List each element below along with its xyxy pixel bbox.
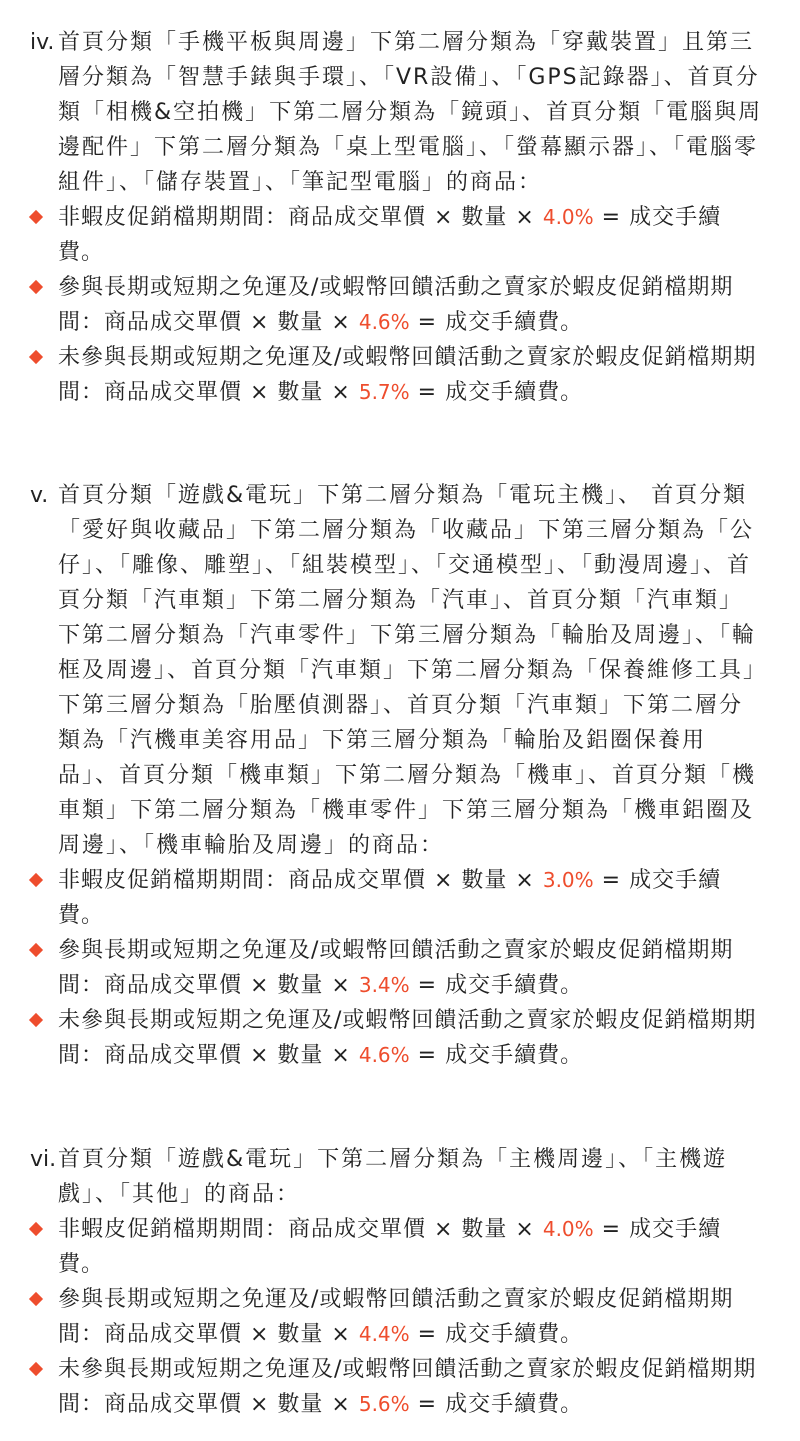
fee-item	[0, 1003, 800, 1073]
fee-text-end: = 成交手續費。	[409, 310, 584, 335]
fee-item	[0, 1282, 800, 1352]
section-numeral: v.	[30, 483, 49, 508]
section-vi	[0, 1142, 800, 1422]
section-numeral: vi.	[30, 1147, 57, 1172]
section-title-text: 首頁分類「手機平板與周邊」下第二層分類為「穿戴裝置」且第三層分類為「智慧手錶與手環」、「VR設備」、「GPS記錄器」、首頁分類「相機&空拍機」下第二層分類為「鏡頭」、首頁分類「電腦與周邊配件」下第二層分類為「桌上型電腦」、「螢幕顯示器」、「電腦零組件」、「儲存裝置」、「筆記型電腦」的商品：	[58, 30, 763, 195]
fee-text: 參與長期或短期之免運及/或蝦幣回饋活動之賣家於蝦皮促銷檔期期間：商品成交單價 × 數量 ×	[58, 275, 734, 335]
diamond-bullet-icon	[29, 1013, 43, 1027]
fee-list	[0, 863, 800, 1073]
diamond-bullet-icon	[29, 1292, 43, 1306]
diamond-bullet-icon	[29, 350, 43, 364]
fee-text-end: = 成交手續費。	[409, 380, 584, 405]
section-heading	[0, 25, 800, 200]
fee-rate: 4.0%	[542, 1217, 594, 1241]
diamond-bullet-icon	[29, 1362, 43, 1376]
section-heading	[0, 478, 800, 863]
fee-item	[0, 1212, 800, 1282]
section-v	[0, 478, 800, 1073]
fee-item	[0, 863, 800, 933]
fee-item	[0, 270, 800, 340]
fee-rate: 3.0%	[542, 868, 594, 892]
fee-text-end: = 成交手續費。	[58, 868, 722, 928]
fee-text-end: = 成交手續費。	[58, 205, 722, 265]
fee-rate: 5.7%	[358, 380, 410, 404]
fee-item	[0, 200, 800, 270]
fee-text-end: = 成交手續費。	[409, 1043, 584, 1068]
fee-text-end: = 成交手續費。	[58, 1217, 722, 1277]
fee-rate: 4.6%	[358, 310, 410, 334]
diamond-bullet-icon	[29, 280, 43, 294]
fee-text: 參與長期或短期之免運及/或蝦幣回饋活動之賣家於蝦皮促銷檔期期間：商品成交單價 × 數量 ×	[58, 938, 734, 998]
diamond-bullet-icon	[29, 1222, 43, 1236]
fee-item	[0, 1352, 800, 1422]
fee-rate: 5.6%	[358, 1392, 410, 1416]
fee-text: 非蝦皮促銷檔期期間：商品成交單價 × 數量 ×	[58, 205, 543, 230]
fee-text-end: = 成交手續費。	[409, 1322, 584, 1347]
fee-rate: 4.6%	[358, 1043, 410, 1067]
fee-item	[0, 340, 800, 410]
fee-rate: 3.4%	[358, 973, 410, 997]
fee-rate: 4.4%	[358, 1322, 410, 1346]
fee-text: 未參與長期或短期之免運及/或蝦幣回饋活動之賣家於蝦皮促銷檔期期間：商品成交單價 × 數量 ×	[58, 1008, 757, 1068]
fee-text: 未參與長期或短期之免運及/或蝦幣回饋活動之賣家於蝦皮促銷檔期期間：商品成交單價 × 數量 ×	[58, 345, 757, 405]
diamond-bullet-icon	[29, 210, 43, 224]
fee-text: 非蝦皮促銷檔期期間：商品成交單價 × 數量 ×	[58, 868, 543, 893]
fee-text: 參與長期或短期之免運及/或蝦幣回饋活動之賣家於蝦皮促銷檔期期間：商品成交單價 × 數量 ×	[58, 1287, 734, 1347]
diamond-bullet-icon	[29, 873, 43, 887]
fee-list	[0, 1212, 800, 1422]
fee-list	[0, 200, 800, 410]
fee-rate: 4.0%	[542, 205, 594, 229]
section-heading	[0, 1142, 800, 1212]
fee-text: 非蝦皮促銷檔期期間：商品成交單價 × 數量 ×	[58, 1217, 543, 1242]
section-title-text: 首頁分類「遊戲&電玩」下第二層分類為「電玩主機」、 首頁分類「愛好與收藏品」下第二層分類為「收藏品」下第三層分類為「公仔」、「雕像、雕塑」、「組裝模型」、「交通模型」、「動漫周邊」、首頁分類「汽車類」下第二層分類為「汽車」、首頁分類「汽車類」下第二層分類為「汽車零件」下第三層分類為「輪胎及周邊」、「輪框及周邊」、首頁分類「汽車類」下第二層分類為「保養維修工具」下第三層分類為「胎壓偵測器」、首頁分類「汽車類」下第二層分類為「汽機車美容用品」下第三層分類為「輪胎及鋁圈保養用品」、首頁分類「機車類」下第二層分類為「機車」、首頁分類「機車類」下第二層分類為「機車零件」下第三層分類為「機車鋁圈及周邊」、「機車輪胎及周邊」的商品：	[58, 483, 757, 858]
diamond-bullet-icon	[29, 943, 43, 957]
section-title-text: 首頁分類「遊戲&電玩」下第二層分類為「主機周邊」、「主機遊戲」、「其他」的商品：	[58, 1147, 728, 1207]
fee-text-end: = 成交手續費。	[409, 1392, 584, 1417]
fee-text-end: = 成交手續費。	[409, 973, 584, 998]
section-numeral: iv.	[30, 30, 55, 55]
section-iv	[0, 25, 800, 410]
fee-text: 未參與長期或短期之免運及/或蝦幣回饋活動之賣家於蝦皮促銷檔期期間：商品成交單價 × 數量 ×	[58, 1357, 757, 1417]
fee-item	[0, 933, 800, 1003]
